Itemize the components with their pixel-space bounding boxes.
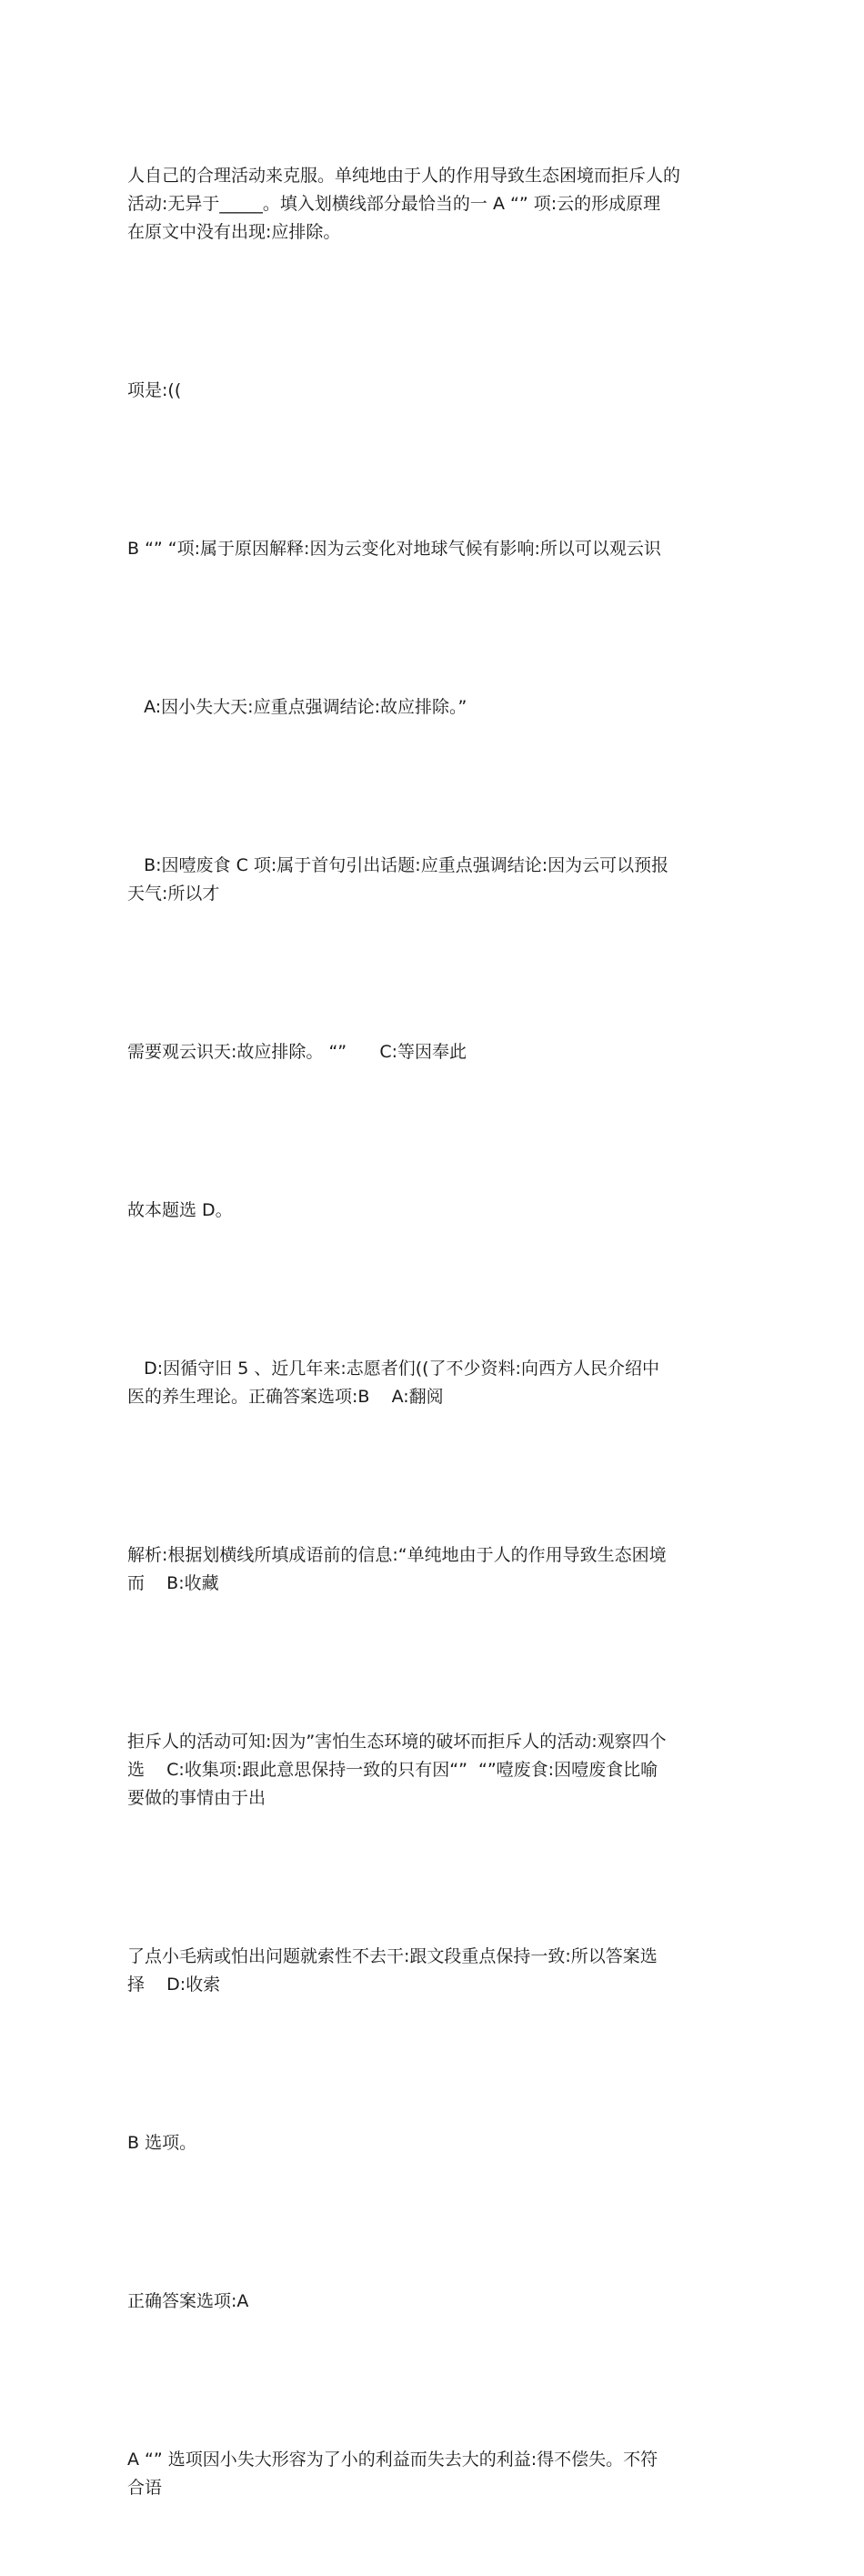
- paragraph-1: [127, 106, 741, 303]
- paragraph-12: [127, 2073, 741, 2214]
- document-body: [127, 106, 741, 2576]
- paragraph-5: [127, 795, 741, 965]
- text-line: 了点小毛病或怕出问题就索性不去干:跟文段重点保持一致:所以答案选: [127, 1946, 658, 1966]
- paragraph-6: [127, 982, 741, 1123]
- text-line: 故本题选 D。: [127, 1200, 233, 1220]
- paragraph-2: [127, 320, 741, 461]
- text-line: 人自己的合理活动来克服。单纯地由于人的作用导致生态困境而拒斥人的: [127, 166, 681, 186]
- text-line: 在原文中没有出现:应排除。: [127, 222, 341, 242]
- text-line: 医的养生理论。正确答案选项:B A:翻阅: [127, 1387, 444, 1407]
- text-line: 而 B:收藏: [127, 1573, 219, 1593]
- text-line: 正确答案选项:A: [127, 2291, 249, 2311]
- text-line: B 选项。: [127, 2133, 197, 2153]
- text-line: 天气:所以才: [127, 884, 220, 904]
- text-line: 解析:根据划横线所填成语前的信息:“单纯地由于人的作用导致生态困境: [127, 1545, 667, 1565]
- text-line: B “” “项:属于原因解释:因为云变化对地球气候有影响:所以可以观云识: [127, 539, 661, 559]
- text-line: D:因循守旧 5 、近几年来:志愿者们((了不少资料:向西方人民介绍中: [127, 1359, 659, 1379]
- text-line: A:因小失大天:应重点强调结论:故应排除。”: [127, 697, 467, 717]
- text-line: 项是:((: [127, 380, 182, 400]
- paragraph-4: [127, 637, 741, 778]
- paragraph-8: [127, 1298, 741, 1468]
- text-line: 要做的事情由于出: [127, 1788, 266, 1808]
- paragraph-9: [127, 1485, 741, 1654]
- paragraph-3: [127, 479, 741, 620]
- text-line: 合语: [127, 2478, 163, 2498]
- text-line: B:因噎废食 C 项:属于首句引出话题:应重点强调结论:因为云可以预报: [127, 855, 669, 875]
- paragraph-13: [127, 2231, 741, 2372]
- text-line: 需要观云识天:故应排除。 “” C:等因奉此: [127, 1042, 467, 1062]
- text-line: A “” 选项因小失大形容为了小的利益而失去大的利益:得不偿失。不符: [127, 2450, 658, 2470]
- text-line: 活动:无异于_____。填入划横线部分最恰当的一 A “” 项:云的形成原理: [127, 194, 661, 214]
- text-line: 选 C:收集项:跟此意思保持一致的只有因“” “”噎废食:因噎废食比喻: [127, 1760, 658, 1780]
- paragraph-7: [127, 1140, 741, 1281]
- text-line: 拒斥人的活动可知:因为”害怕生态环境的破坏而拒斥人的活动:观察四个: [127, 1732, 667, 1752]
- text-line: 择 D:收索: [127, 1975, 221, 1995]
- paragraph-11: [127, 1886, 741, 2056]
- paragraph-14: [127, 2389, 741, 2559]
- paragraph-10: [127, 1672, 741, 1869]
